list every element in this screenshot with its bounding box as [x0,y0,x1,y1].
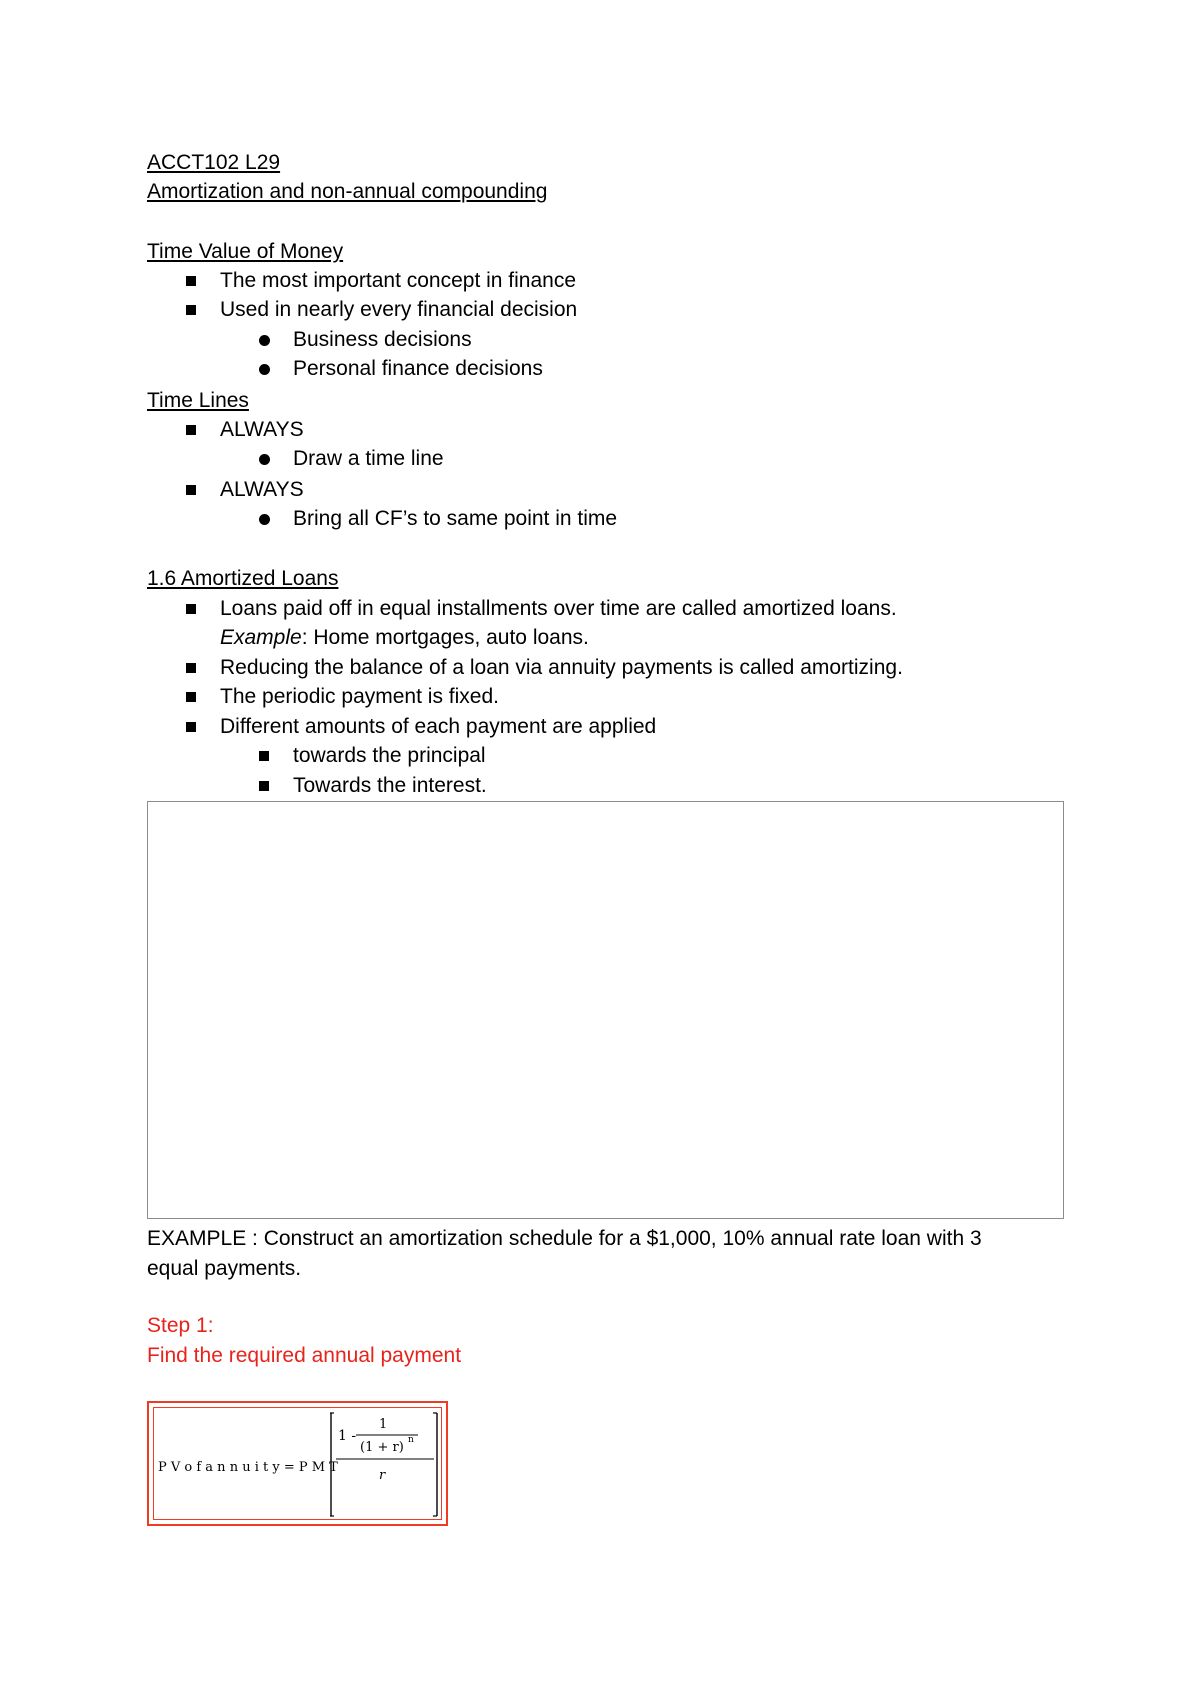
timelines-heading: Time Lines [147,389,249,412]
tvm-subitem-1: Business decisions [293,328,472,351]
pv-annuity-formula [154,1408,445,1523]
document-title: Amortization and non-annual compounding [147,180,548,203]
amortized-heading: 1.6 Amortized Loans [147,567,339,590]
tvm-subitem-2: Personal finance decisions [293,357,543,380]
round-bullet-icon [259,454,270,465]
example-line-2: equal payments. [147,1257,302,1280]
square-bullet-icon [186,604,196,614]
formula-denominator: (1 + r) [360,1440,404,1455]
square-bullet-icon [186,663,196,673]
example-line-1: EXAMPLE : Construct an amortization schedule for a $1,000, 10% annual rate loan with 3 [147,1227,982,1250]
amortized-item-1: Loans paid off in equal installments over time are called amortized loans. [220,597,897,620]
square-bullet-icon [186,722,196,732]
amortized-item-4: Different amounts of each payment are applied [220,715,657,738]
formula-rate: r [379,1468,386,1483]
round-bullet-icon [259,335,270,346]
example-text: : Home mortgages, auto loans. [301,626,589,649]
step-label: Step 1: [147,1314,214,1337]
round-bullet-icon [259,514,270,525]
tvm-item-1: The most important concept in finance [220,269,577,292]
timelines-always-1: ALWAYS [220,418,304,441]
amortized-item-3: The periodic payment is fixed. [220,685,499,708]
square-bullet-icon [186,425,196,435]
tvm-item-2: Used in nearly every financial decision [220,298,578,321]
step-text: Find the required annual payment [147,1344,462,1367]
example-label: Example [220,626,302,649]
round-bullet-icon [259,364,270,375]
square-bullet-icon [186,305,196,315]
amortized-example [220,627,589,648]
formula-frame [147,1401,448,1526]
timelines-sub-1: Draw a time line [293,447,444,470]
formula-exponent: n [408,1435,414,1445]
amortized-sub-1: towards the principal [293,744,486,767]
square-bullet-icon [259,781,269,791]
blank-figure-frame [147,801,1064,1219]
formula-numerator: 1 [379,1417,388,1432]
square-bullet-icon [259,751,269,761]
formula-one-minus: 1 - [338,1428,357,1444]
tvm-heading: Time Value of Money [147,240,344,263]
amortized-item-2: Reducing the balance of a loan via annuity payments is called amortizing. [220,656,903,679]
course-code: ACCT102 L29 [147,151,281,174]
square-bullet-icon [186,276,196,286]
formula-inner-frame [153,1407,442,1520]
timelines-always-2: ALWAYS [220,478,304,501]
square-bullet-icon [186,485,196,495]
formula-lhs: P V o f a n n u i t y = P M T [158,1460,338,1475]
square-bullet-icon [186,692,196,702]
timelines-sub-2: Bring all CF’s to same point in time [293,507,618,530]
amortized-sub-2: Towards the interest. [293,774,487,797]
